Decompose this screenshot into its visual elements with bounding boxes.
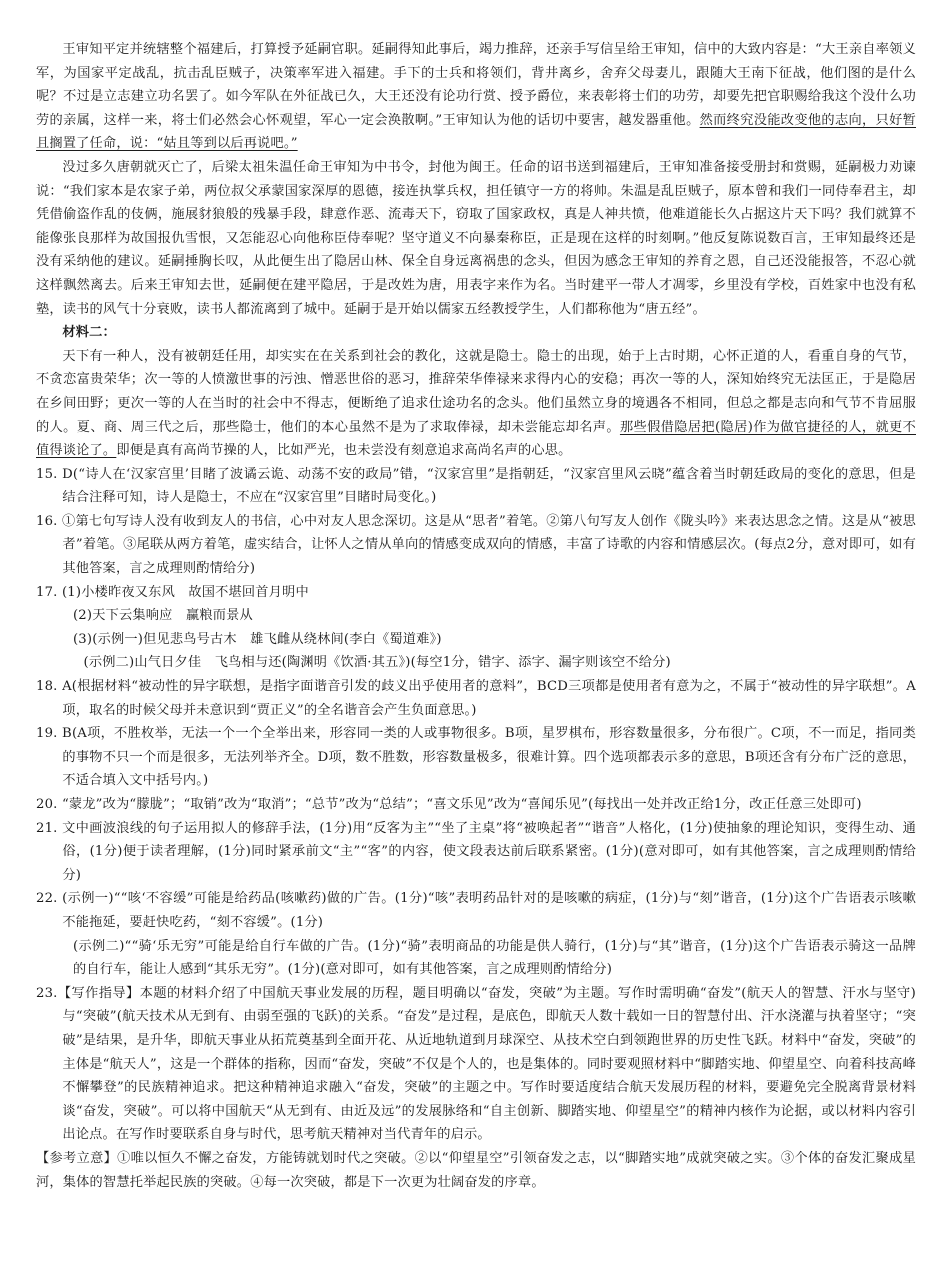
answer-17-part-2: (2)天下云集响应 赢粮而景从 (72, 608, 253, 624)
answer-23-writing-guide: 23.【写作指导】本题的材料介绍了中国航天事业发展的历程，题目明确以“奋发，突破”为主题。写作时需明确“奋发”(航天人的智慧、汗水与坚守)与“突破”(航天技术从无到有、由弱至强的飞跃)的关系。“奋发”是过程，是底色，即航天人数十载如一日的智慧付出、汗水浇灌与执着坚守；“突破”是结果，是升华，即航天事业从拓荒奠基到全面开花、从近地轨道到月球深空、从技术空白到领跑世界的历史性飞跃。材料中“奋发，突破”的主体是“航天人”，这是一个群体的指称，因而“奋发，突破”不仅是个人的，也是集体的。同时要观照材料中“脚踏实地、仰望星空、向着科技高峰不懈攀登”的民族精神追求。把这种精神追求融入“奋发，突破”的主题之中。写作时要适度结合航天发展历程的材料，要避免完全脱离背景材料谈“奋发，突破”。可以将中国航天“从无到有、由近及远”的发展脉络和“自主创新、脚踏实地、仰望星空”的精神内核作为论据，或以材料内容引出论点。在写作时要联系自身与时代，思考航天精神对当代青年的启示。 (36, 985, 916, 1143)
material-one-paragraph-1 (36, 38, 916, 156)
material-two-underlined-sentence: 那些假借隐居把(隐居)作为做官捷径的人，就更不值得谈论了。 (36, 419, 916, 459)
answer-23-reference-ideas: 【参考立意】①唯以恒久不懈之奋发，方能铸就划时代之突破。②以“仰望星空”引领奋发之志，以“脚踏实地”成就突破之实。③个体的奋发汇聚成星河，集体的智慧托举起民族的突破。④每一次突破，都是下一次更为壮阔奋发的序章。 (36, 1150, 916, 1190)
answer-16: 16. ①第七句写诗人没有收到友人的书信，心中对友人思念深切。这是从“思者”着笔。②第八句写友人创作《陇头吟》来表达思念之情。这是从“被思者”着笔。③尾联从两方着笔，虚实结合，让怀人之情从单向的情感变成双向的情感，丰富了诗歌的内容和情感层次。(每点2分，意对即可，如有其他答案，言之成理则酌情给分) (36, 513, 916, 577)
answer-17-part-3-example-2: (示例二)山气日夕佳 飞鸟相与还(陶渊明《饮酒·其五》)(每空1分，错字、添字、漏字则该空不给分) (83, 655, 671, 671)
answer-20: 20. “蒙龙”改为“朦胧”；“取销”改为“取消”；“总节”改为“总结”；“喜文乐见”改为“喜闻乐见”(每找出一处并改正给1分，改正任意三处即可) (36, 797, 862, 812)
material-two-text-b: 即便是真有高尚节操的人，比如严光，也未尝没有刻意追求高尚名声的心思。 (116, 443, 572, 459)
answer-17-part-1: 17. (1)小楼昨夜又东风 故国不堪回首月明中 (36, 584, 309, 600)
material-two-text-a: 天下有一种人，没有被朝廷任用，却实实在在关系到社会的教化，这就是隐士。隐士的出现，始于上古时期，心怀正道的人，看重自身的气节，不贪恋富贵荣华；次一等的人愤激世事的污浊、憎恶世俗的恶习，推辞荣华俸禄来求得内心的安稳；再次一等的人，深知始终究无法匡正，于是隐居在乡间田野；更次一等的人在当时的社会中不得志，便断绝了追求仕途功名的念头。他们虽然立身的境遇各不相同，但总之都是志向和气节不肯屈服的人。夏、商、周三代之后，那些隐士，他们的本心虽然不是为了求取俸禄，却未尝能忘却名声。 (36, 348, 916, 435)
material-two-paragraph (36, 345, 916, 463)
material-one-paragraph-1-text: 王审知平定并统辖整个福建后，打算授予延嗣官职。延嗣得知此事后，竭力推辞，还亲手写信呈给王审知，信中的大致内容是：“大王亲自率领义军，为国家平定战乱，抗击乱臣贼子，决策率军进入福建。手下的士兵和将领们，背井离乡，舍弃父母妻儿，跟随大王南下征战，他们图的是什么呢？不过是立志建立功名罢了。如今军队在外征战已久，大王还没有论功行赏、授予爵位，来表彰将士们的功劳，却要先把官职赐给我这个没什么功劳的亲属，这样一来，将士们必然会心怀观望，军心一定会涣散啊。”王审知认为他的话切中要害，越发器重他。 (36, 42, 916, 128)
answer-22-example-2: (示例二)““骑‘乐无穷”可能是给自行车做的广告。(1分)“骑”表明商品的功能是供人骑行，(1分)与“其”谐音，(1分)这个广告语表示骑这一品牌的自行车，能让人感到“其乐无穷”。(1分)(意对即可，如有其他答案，言之成理则酌情给分) (72, 938, 916, 978)
answer-19: 19. B(A项，不胜枚举，无法一个一个全举出来，形容同一类的人或事物很多。B项，星罗棋布，形容数量很多，分布很广。C项，不一而足，指同类的事物不只一个而是很多，无法列举齐全。D项，数不胜数，形容数量极多，很难计算。四个选项都表示多的意思，B项还含有分布广泛的意思，不适合填入文中括号内。) (36, 726, 916, 789)
answer-18: 18. A(根据材料“被动性的异字联想，是指字面谐音引发的歧义出乎使用者的意料”，BCD三项都是使用者有意为之，不属于“被动性的异字联想”。A项，取名的时候父母并未意识到“贾正义”的全名谐音会产生负面意思。) (36, 679, 916, 718)
material-two-heading: 材料二： (62, 325, 116, 341)
material-one-paragraph-2: 没过多久唐朝就灭亡了，后梁太祖朱温任命王审知为中书令，封他为闽王。任命的诏书送到福建后，王审知准备接受册封和赏赐，延嗣极力劝谏说：“我们家本是农家子弟，两位叔父承蒙国家深厚的恩德，接连执掌兵权，担任镇守一方的将帅。朱温是乱臣贼子，原本曾和我们一同侍奉君主，却凭借偷盗作乱的伎俩，施展豺狼般的残暴手段，肆意作恶、流毒天下，窃取了国家政权，真是人神共愤，他难道能长久占据这片天下吗？我们就算不能像张良那样为故国报仇雪恨，又怎能忍心向他称臣侍奉呢？坚守道义不向暴秦称臣，正是现在这样的时刻啊。”他反复陈说数百言，王审知最终还是没有采纳他的建议。延嗣捶胸长叹，从此便生出了隐居山林、保全自身远离祸患的念头，但因为感念王审知的养育之恩，自己还没能报答，不忍心就这样飘然离去。后来王审知去世，延嗣便在建平隐居，于是改姓为唐，用表字来作为名。当时建平一带人才凋零，乡里没有学校，百姓家中也没有私塾，读书的风气十分衰败，读书人都流离到了城中。延嗣于是开始以儒家五经教授学生，人们都称他为“唐五经”。 (36, 159, 916, 317)
material-one-underlined-sentence: 然而终究没能改变他的志向，只好暂且搁置了任命，说：“姑且等到以后再说吧。” (36, 112, 916, 152)
answer-15: 15. D(“诗人在‘汉家宫里’目睹了波谲云诡、动荡不安的政局”错，“汉家宫里”是指朝廷，“汉家宫里风云晓”蕴含着当时朝廷政局的变化的意思，但是结合注释可知，诗人是隐士，不应在“汉家宫里”目睹时局变化。) (36, 466, 916, 506)
answer-17-part-3: (3)(示例一)但见悲鸟号古木 雄飞雌从绕林间(李白《蜀道难》) (72, 631, 442, 647)
answer-21: 21. 文中画波浪线的句子运用拟人的修辞手法，(1分)用“反客为主”“坐了主桌”将“被唤起者”“谐音”人格化，(1分)使抽象的理论知识，变得生动、通俗，(1分)便于读者理解，(1分)同时紧承前文“主”“客”的内容，使文段表达前后联系紧密。(1分)(意对即可，如有其他答案，言之成理则酌情给分) (36, 820, 916, 883)
answer-22-example-1: 22. (示例一)““咳‘不容缓”可能是给药品(咳嗽药)做的广告。(1分)“咳”表明药品针对的是咳嗽的病症，(1分)与“刻”谐音，(1分)这个广告语表示咳嗽不能拖延，要赶快吃药，“刻不容缓”。(1分) (36, 891, 916, 930)
